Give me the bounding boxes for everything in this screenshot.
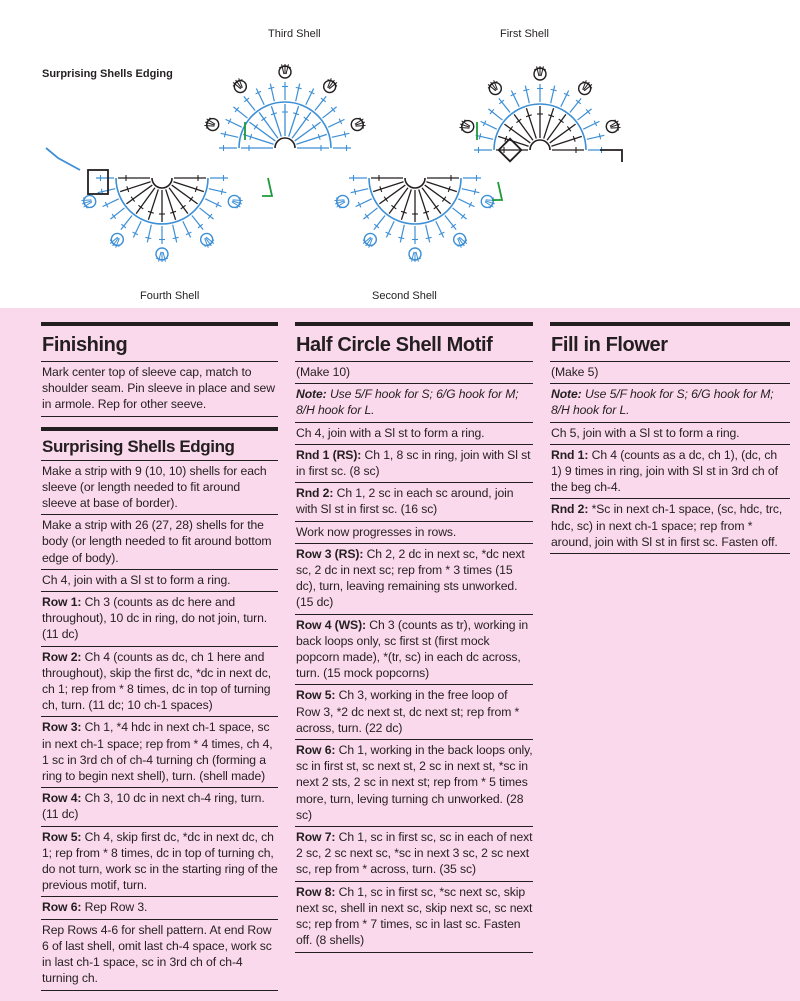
stitch-mark [400,225,404,243]
instruction-paragraph [41,515,278,570]
stitch-bar [398,237,404,238]
stitch-mark [270,84,274,102]
column-finishing [41,322,278,991]
stitch-mark [488,109,502,120]
step-text: Ch 5, join with a Sl st to form a ring. [551,425,740,440]
stitch-bar [479,133,480,139]
half-circle-heading: Half Circle Shell Motif [295,322,533,362]
stitch-mark [583,121,599,129]
step-label: Row 5: [42,829,82,844]
stitch-mark [110,208,124,219]
stitch-mark [459,127,469,128]
step-text: Ch 3, working in the free loop of Row 3, *2 dc next st, dc next st; rep from * across, turn. (22 dc) [296,688,520,735]
stitch-bar [268,87,274,88]
stitch-mark [221,133,239,137]
stitch-mark [363,208,377,219]
stitch-mark [332,133,350,137]
fourth-shell-label: Fourth Shell [140,290,200,302]
stitch-mark [426,225,430,243]
stitch-bar [296,87,302,88]
stitch-bar [173,237,179,238]
stitch-bar [156,258,162,259]
step-label: Row 8: [296,884,336,899]
step-label: Rnd 1: [551,447,589,462]
stitch-mark [244,96,255,110]
stitch-bar [145,237,151,238]
note-text: Use 5/F hook for S; 6/G hook for M; 8/H hook for L. [296,387,519,418]
step-text: Ch 2, 2 dc in next sc, *dc next sc, 2 dc in next sc; rep from * 3 times (15 dc), turn, leaving remaining sts unworked. (15 dc) [296,546,525,610]
instruction-paragraph [41,647,278,718]
step-text: Ch 4, skip first dc, *dc in next dc, ch 1; rep from * 8 times, dc in top of turning ch, do not turn, work sc in the starting ring of the previous motif, turn. [42,829,278,893]
stitch-mark [561,91,569,107]
step-label: Row 4: [42,791,82,806]
stitch-mark [453,208,467,219]
stitch-mark [103,199,119,207]
instruction-paragraph [41,717,278,788]
instruction-paragraph [41,592,278,647]
step-text: Ch 1, sc in first sc, sc in each of next 2 sc, 2 sc next sc, *sc in next 3 sc, 2 sc next sc, rep from * across, turn. (35 sc) [296,830,533,877]
stitch-mark [315,96,326,110]
stitch-mark [587,135,605,139]
stitch-mark [204,125,214,126]
instruction-paragraph [295,615,533,686]
step-label: Row 1: [42,595,82,610]
stitch-bar [285,66,291,67]
stitch-bar [426,237,432,238]
half-circle-note [295,384,533,422]
fill-flower-instructions [550,423,790,554]
step-label: Rnd 2: [296,486,334,501]
stitch-mark [121,216,132,230]
stitch-bar [224,131,225,137]
stitch-mark [183,221,191,237]
fill-flower-make: (Make 5) [550,362,790,384]
stitch-mark [445,216,456,230]
stitch-mark [481,121,497,129]
step-label: Rnd 2: [551,502,589,517]
note-label: Note: [296,387,327,402]
stitch-mark [200,208,214,219]
step-text: Ch 4, join with a Sl st to form a ring. [42,572,231,587]
instruction-paragraph [550,499,790,554]
stitch-bar [409,258,415,259]
stitch-mark [462,189,480,193]
instruction-paragraph [295,423,533,445]
step-text: Ch 3, 10 dc in next ch-4 ring, turn. (11 dc) [42,791,265,822]
step-label: Row 6: [296,743,336,758]
stitch-mark [81,200,91,201]
stitch-mark [525,86,529,104]
stitch-mark [209,189,227,193]
edging-instructions [41,461,278,991]
stitch-mark [611,127,621,128]
stitch-mark [192,216,203,230]
connector-chain [600,150,622,162]
instruction-paragraph [295,740,533,827]
step-label: Row 2: [42,649,82,664]
step-label: Row 3 (RS): [296,546,364,561]
stitch-bar [344,131,345,137]
stitch-mark [570,98,581,112]
step-text: Ch 1, 2 sc in each sc around, join with Sl st in first sc. (16 sc) [296,486,514,517]
edging-heading: Surprising Shells Edging [41,427,278,461]
finishing-text: Mark center top of sleeve cap, match to shoulder seam. Pin sleeve in place and sew in armole. Rep for other seeve. [41,362,278,417]
stitch-bar [354,189,355,195]
stitch-bar [221,189,222,195]
step-label: Row 7: [296,830,336,845]
stitch-mark [147,225,151,243]
stitch-mark [173,225,177,243]
column-half-circle [295,322,533,953]
stitch-mark [578,109,592,120]
stitch-mark [233,107,247,118]
step-label: Row 3: [42,720,82,735]
shell-chart [0,0,800,308]
instruction-paragraph [295,445,533,483]
step-label: Row 6: [42,900,82,915]
stitch-mark [334,200,344,201]
turn-arrow [492,182,502,200]
instruction-paragraph [41,897,278,919]
step-text: Work now progresses in rows. [296,524,457,539]
half-circle-make: (Make 10) [295,362,533,384]
instruction-paragraph [550,445,790,500]
stitch-mark [233,200,243,201]
half-circle-instructions [295,423,533,953]
instruction-paragraph [295,685,533,740]
third-shell-label: Third Shell [268,28,321,40]
instruction-paragraph [550,423,790,445]
second-shell-label: Second Shell [372,290,437,302]
chain-arc [405,178,425,188]
stitch-mark [511,91,519,107]
step-text: Ch 1, 8 sc in ring, join with Sl st in first sc. (8 sc) [296,447,531,479]
finishing-heading: Finishing [41,322,278,362]
step-text: Ch 4 (counts as a dc, ch 1), (dc, ch 1) 9 times in ring, join with Sl st in 3rd ch of the beg ch-4. [551,447,778,495]
step-text: Rep Rows 4-6 for shell pattern. At end Row 6 of last shell, omit last ch-4 space, work sc in last ch-1 space, sc in 3rd ch of ch-4 turning ch. [42,922,272,986]
instruction-paragraph [295,544,533,615]
step-label: Row 5: [296,688,336,703]
stitch-mark [356,125,366,126]
instruction-paragraph [41,461,278,516]
instruction-paragraph [41,788,278,826]
stitch-mark [458,199,474,207]
instruction-paragraph [41,570,278,592]
fill-flower-note [550,384,790,422]
stitch-bar [474,189,475,195]
chain-arc [152,178,172,188]
instruction-paragraph [295,882,533,953]
column-fill-flower [550,322,790,554]
step-text: Make a strip with 26 (27, 28) shells for the body (or length needed to fit around bottom edge of body). [42,518,272,565]
step-text: Make a strip with 9 (10, 10) shells for each sleeve (or length needed to fit around sleeve at base of border). [42,463,267,511]
stitch-mark [436,221,444,237]
diagram-title: Surprising Shells Edging [42,68,173,80]
note-label: Note: [551,387,582,402]
stitch-mark [328,119,344,127]
step-text: Ch 4, join with a Sl st to form a ring. [296,425,485,440]
stitch-mark [296,84,300,102]
chain-arc [530,140,550,150]
step-text: Ch 1, sc in first sc, *sc next sc, skip next sc, shell in next sc, skip next sc, sc next sc; rep from * 7 times, sc in last sc. Fasten off. (8 shells) [296,884,533,948]
step-text: Ch 3 (counts as tr), working in back loops only, sc first st (first mock popcorn made), *(tr, sc) in each dc across, turn. (15 mock popcorns) [296,617,529,681]
stitch-mark [323,107,337,118]
step-text: Ch 3 (counts as dc here and throughout), 10 dc in ring, do not join, turn. (11 dc) [42,595,268,642]
step-text: Rep Row 3. [81,900,148,915]
stitch-bar [540,68,546,69]
stitch-mark [226,119,242,127]
fill-flower-heading: Fill in Flower [550,322,790,362]
instruction-paragraph [295,522,533,544]
step-text: *Sc in next ch-1 space, (sc, hdc, trc, hdc, sc) in next ch-1 space; rep from * around, join with Sl st in first sc. Fasten off. [551,502,783,549]
stitch-mark [374,216,385,230]
stitch-mark [551,86,555,104]
stitch-mark [98,189,116,193]
instructions-panel [0,308,800,1001]
stitch-mark [356,199,372,207]
step-label: Row 4 (WS): [296,617,366,632]
edging-diagram [0,0,800,308]
stitch-mark [476,135,494,139]
stitch-mark [499,98,510,112]
instruction-paragraph [295,483,533,521]
turn-arrow [262,178,272,196]
stitch-mark [256,89,264,105]
stitch-mark [133,221,141,237]
step-text: Ch 1, working in the back loops only, sc in first st, sc next st, 2 sc in next st, *sc in next 2 sts, 2 sc in next st; rep from * 5 times more, turn, leving turning ch unworked. (28 sc) [296,743,533,822]
connector-chain [46,148,80,170]
step-text: Ch 1, *4 hdc in next ch-1 space, sc in next ch-1 space; rep from * 4 times, ch 4, 1 sc in 3rd ch of ch-4 turning ch (forming a ring to begin next shell), turn. (shell made) [42,720,273,784]
stitch-mark [351,189,369,193]
note-text: Use 5/F hook for S; 6/G hook for M; 8/H hook for L. [551,387,774,418]
instruction-paragraph [41,827,278,898]
stitch-bar [551,89,557,90]
stitch-mark [306,89,314,105]
stitch-mark [205,199,221,207]
stitch-mark [386,221,394,237]
step-label: Rnd 1 (RS): [296,447,362,462]
chain-arc [275,138,295,148]
instruction-paragraph [295,827,533,882]
stitch-bar [523,89,529,90]
step-text: Ch 4 (counts as dc, ch 1 here and throughout), skip the first dc, *dc in next dc, ch 1; rep from * 8 times, dc in top of turning ch, turn. (11 dc; 10 ch-1 spaces) [42,649,272,713]
instruction-paragraph [41,920,278,991]
first-shell-label: First Shell [500,28,549,40]
stitch-bar [599,133,600,139]
